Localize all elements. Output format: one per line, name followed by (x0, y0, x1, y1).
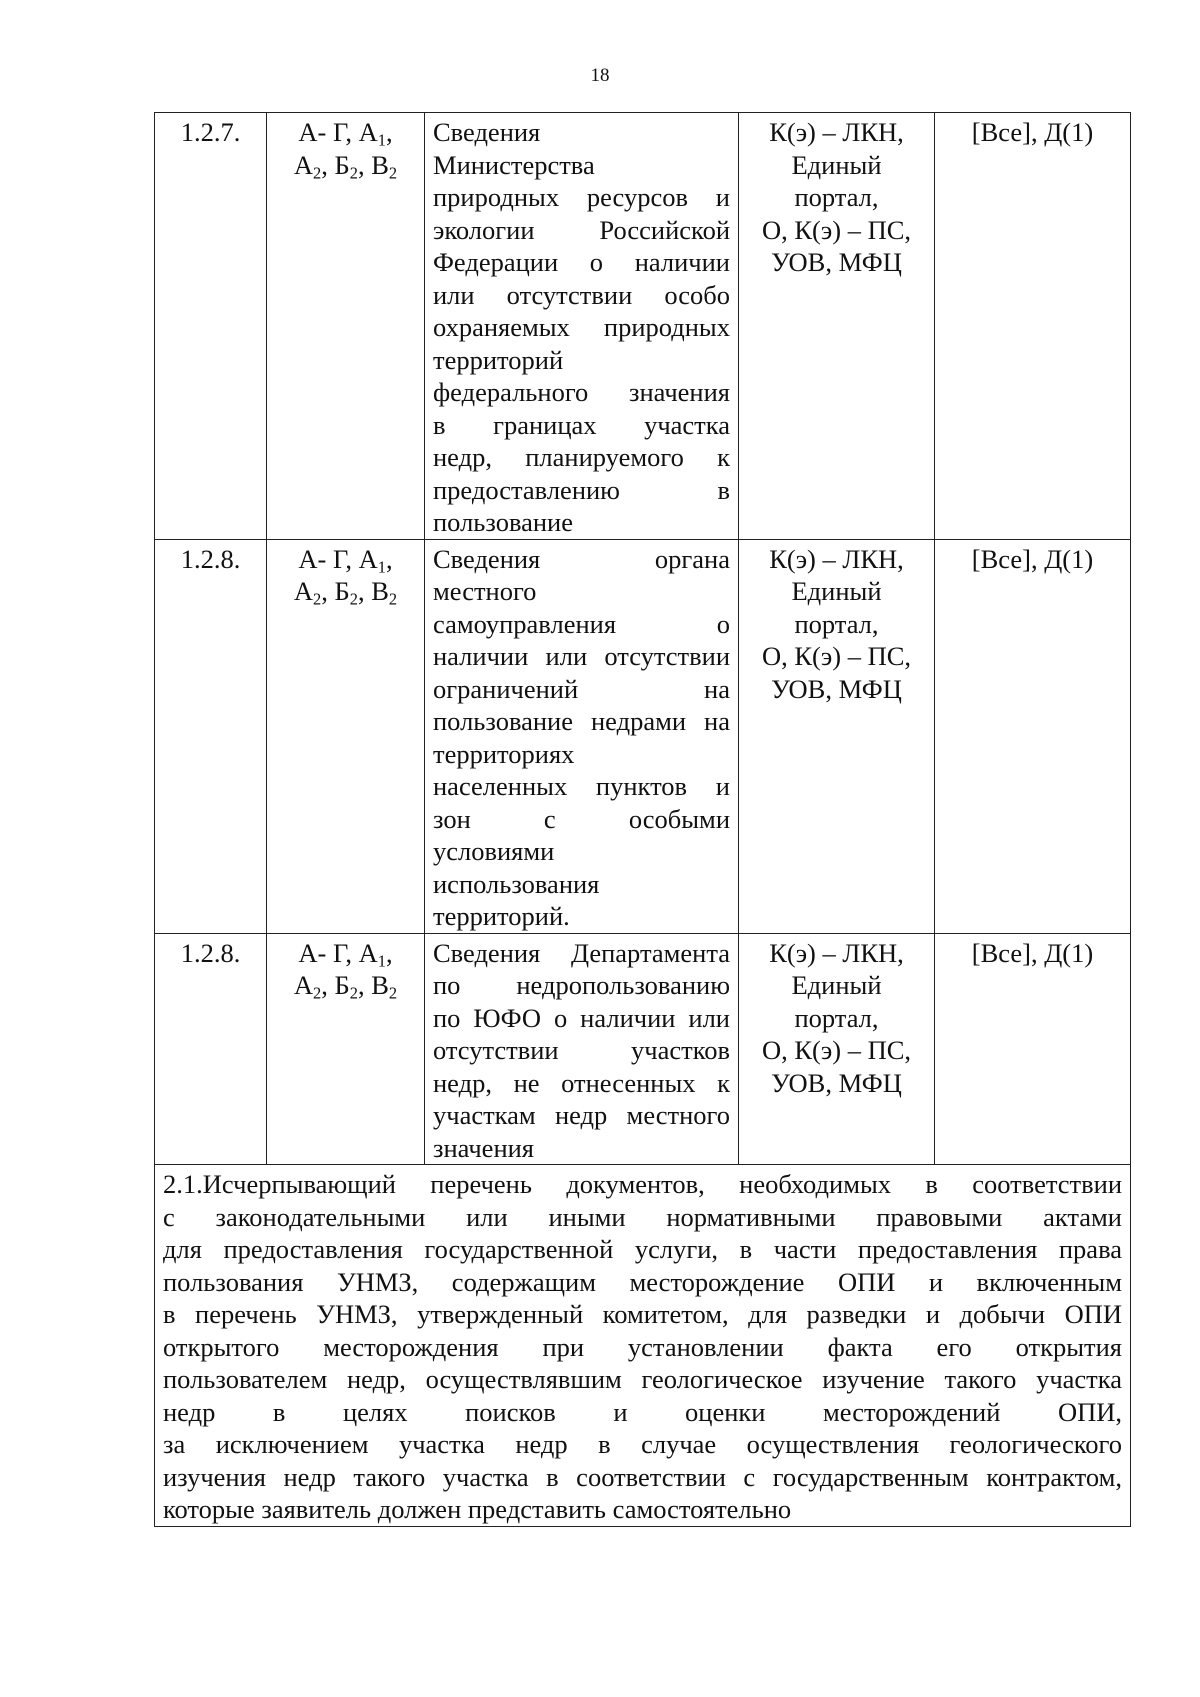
section-line: изучения недр такого участка в соответствии с государственным контрактом, (163, 1461, 1122, 1492)
category-line (275, 543, 416, 576)
description-line: Федерации о наличии (433, 247, 730, 277)
description-line: экологии Российской (433, 214, 730, 245)
category-subscript: 1 (377, 130, 386, 150)
description-line: зон с особыми (433, 803, 730, 834)
description-line: федерального значения (433, 377, 730, 407)
description-line: охраняемых природных (433, 312, 730, 342)
category-text: , (385, 937, 393, 968)
method-line: УОВ, МФЦ (771, 673, 902, 704)
category-subscript: 2 (388, 163, 398, 183)
applicability-flag: [Все], Д(1) (935, 113, 1131, 540)
category-text: А (293, 576, 314, 606)
description-line: участкам недр местного (433, 1100, 730, 1130)
submission-method (739, 933, 935, 1165)
category-subscript: 2 (388, 589, 398, 609)
method-line: Единый (791, 576, 882, 606)
description-line: по ЮФО о наличии или (433, 1002, 730, 1033)
category-subscript: 2 (349, 589, 358, 609)
item-number: 1.2.8. (155, 933, 267, 1165)
category-line (275, 149, 416, 182)
description-line: значения (433, 1132, 534, 1163)
category-subscript: 2 (313, 163, 322, 183)
submission-method (739, 539, 935, 933)
description-line: территорий (433, 344, 564, 375)
category-text: , Б (321, 149, 350, 180)
description-line: условиями (433, 836, 555, 866)
table-row (155, 113, 1131, 540)
method-line: портал, (794, 182, 879, 212)
category-text: А (293, 149, 314, 180)
document-description (425, 933, 739, 1165)
category-text: , (385, 543, 393, 574)
method-line: К(э) – ЛКН, (769, 937, 904, 968)
section-line: 2.1.Исчерпывающий перечень документов, необходимых в соответствии (163, 1169, 1122, 1199)
method-line: УОВ, МФЦ (771, 1067, 902, 1098)
category-line (275, 116, 416, 149)
category-text: , В (357, 576, 389, 606)
document-description (425, 113, 739, 540)
method-line: портал, (794, 608, 879, 639)
description-line: отсутствии участков (433, 1035, 730, 1065)
method-line: О, К(э) – ПС, (761, 641, 912, 671)
item-number: 1.2.7. (155, 113, 267, 540)
category-subscript: 2 (313, 983, 322, 1003)
description-line: территорий. (433, 901, 570, 931)
description-line: в границах участка (433, 409, 730, 440)
category-subscript: 2 (349, 983, 358, 1003)
description-line: пользование (433, 507, 574, 537)
description-line: недр, планируемого к (433, 442, 730, 472)
applicability-flag: [Все], Д(1) (935, 539, 1131, 933)
page-number: 18 (590, 65, 610, 86)
section-line: для предоставления государственной услуги, в части предоставления права (163, 1234, 1122, 1264)
category-line (275, 575, 416, 608)
description-line: пользование недрами на (433, 706, 730, 736)
description-line: Сведения органа (433, 543, 730, 574)
category-subscript: 1 (377, 557, 386, 577)
applicability-flag: [Все], Д(1) (935, 933, 1131, 1165)
category-subscript: 2 (313, 589, 322, 609)
category-text: , В (357, 970, 389, 1000)
description-line: ограничений на (433, 673, 730, 704)
description-line: наличии или отсутствии (433, 641, 730, 671)
category-subscript: 2 (349, 163, 358, 183)
section-line: пользователем недр, осуществлявшим геологическое изучение такого участка (163, 1364, 1122, 1394)
section-line: недр в целях поисков и оценки месторождений ОПИ, (163, 1396, 1122, 1427)
description-line: недр, не отнесенных к (433, 1067, 730, 1098)
category-text: , В (357, 149, 389, 180)
section-line: пользования УНМЗ, содержащим месторождение ОПИ и включенным (163, 1266, 1122, 1297)
description-line: Сведения Департамента (433, 937, 730, 968)
description-line: местного (433, 576, 537, 606)
description-line: самоуправления о (433, 608, 730, 639)
item-number: 1.2.8. (155, 539, 267, 933)
category-text: А- Г, А (298, 117, 378, 147)
submission-method (739, 113, 935, 540)
description-line: природных ресурсов и (433, 182, 730, 212)
method-line: УОВ, МФЦ (771, 247, 902, 277)
section-row (155, 1165, 1131, 1527)
description-line: территориях (433, 738, 575, 769)
category-text: А- Г, А (298, 543, 378, 574)
category-text: А- Г, А (298, 937, 378, 968)
section-line: открытого месторождения при установлении факта его открытия (163, 1331, 1122, 1362)
method-line: К(э) – ЛКН, (769, 543, 904, 574)
applicant-category (267, 113, 425, 540)
document-description (425, 539, 739, 933)
section-line: в перечень УНМЗ, утвержденный комитетом, для разведки и добычи ОПИ (163, 1299, 1122, 1329)
category-subscript: 1 (377, 951, 386, 971)
description-line: населенных пунктов и (433, 771, 730, 801)
section-line: которые заявитель должен представить самостоятельно (163, 1494, 792, 1524)
table-row (155, 539, 1131, 933)
category-text: А (293, 970, 314, 1000)
category-line (275, 969, 416, 1002)
method-line: К(э) – ЛКН, (769, 117, 904, 147)
category-subscript: 2 (388, 983, 398, 1003)
description-line: по недропользованию (433, 970, 730, 1000)
category-line (275, 937, 416, 970)
method-line: Единый (791, 970, 882, 1000)
category-text: , Б (321, 576, 350, 606)
method-line: О, К(э) – ПС, (761, 214, 912, 245)
services-table (154, 112, 1131, 1527)
description-line: или отсутствии особо (433, 279, 730, 310)
section-line: за исключением участка недр в случае осуществления геологического (163, 1429, 1122, 1459)
method-line: Единый (791, 149, 882, 180)
method-line: О, К(э) – ПС, (761, 1035, 912, 1065)
category-text: , (385, 117, 393, 147)
description-line: использования (433, 868, 600, 899)
table-row (155, 933, 1131, 1165)
category-text: , Б (321, 970, 350, 1000)
section-line: с законодательными или иными нормативными правовыми актами (163, 1201, 1122, 1232)
description-line: Министерства (433, 149, 595, 180)
description-line: предоставлению в (433, 474, 730, 505)
section-heading-text (155, 1165, 1131, 1527)
method-line: портал, (794, 1002, 879, 1033)
description-line: Сведения (433, 117, 541, 147)
applicant-category (267, 933, 425, 1165)
applicant-category (267, 539, 425, 933)
